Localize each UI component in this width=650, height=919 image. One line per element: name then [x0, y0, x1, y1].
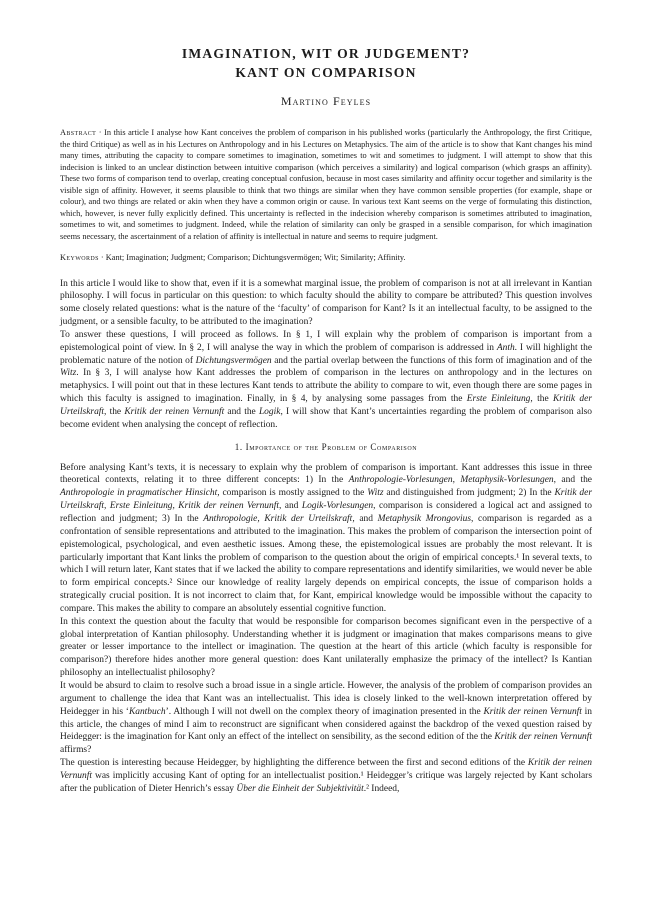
italic-run: Kantbuch	[128, 706, 166, 717]
italic-run: Kritik der reinen Vernunft	[483, 706, 582, 717]
text-run: , and the	[553, 475, 592, 486]
author-name: Martino Feyles	[280, 94, 372, 108]
article-body	[60, 278, 592, 796]
keywords-text: · Kant; Imagination; Judgment; Comparison; Dichtungsvermögen; Wit; Similarity; Affinity.	[98, 253, 406, 262]
italic-run: Erste Einleitung	[466, 394, 531, 405]
italic-run: Dichtungsvermögen	[195, 355, 272, 366]
keywords-label: Keywords	[60, 253, 99, 262]
text-run: , and	[278, 501, 302, 512]
text-run: , comparison is regarded as a confrontation of sensible representations and attributed to the imagination. This makes the problem of comparison the intersection point of epistemological, psychological, and even aesthetic issues. Among these, the epistemological issues are probably the most relevant. It is particularly important that Kant links the problem of comparison to the question about the origin of empirical concepts.¹ In several texts, to which I will return later, Kant states that if we lacked the ability to compare representations and identify similarities, we would never be able to form empirical concepts.² Since our knowledge of reality largely depends on empirical concepts, the issue of comparison holds a strategically crucial position. It is not incorrect to claim that, for Kant, empirical knowledge would be impossible without the capacity to compare. This makes the ability to compare an absolutely essential cognitive function.	[60, 514, 592, 614]
intro-paragraph-1: In this article I would like to show that, even if it is a somewhat marginal issue, the problem of comparison is not at all irrelevant in Kantian philosophy. I will focus in particular on this question: to which faculty should the ability to compare be attributed? This question involves some closely related questions: what is the nature of the ‘faculty’ of comparison for Kant? Is it an intellectual faculty, to be assigned to the judgment, or a sensible faculty, to be attributed to the imagination?	[60, 278, 592, 328]
text-run: . I will highlight the problematic nature of the notion of	[60, 342, 593, 366]
italic-run: Kritik der Urteilskraft	[60, 394, 592, 417]
italic-run: Anthropologie in pragmatischer Hinsicht	[60, 488, 218, 499]
abstract	[60, 127, 592, 242]
section1-paragraph-4	[60, 757, 592, 796]
italic-run: Über die Einheit der Subjektivität	[236, 783, 364, 794]
abstract-text: · In this article I analyse how Kant conceives the problem of comparison in his published works (particularly the Anthropology, the first Critique, the third Critique) as well as in his Lectures on Anthropology and in his Lectures on Metaphysics. The aim of the article is to show that Kant changes his mind many times, attributing the capacity to compare sometimes to imagination, sometimes to wit and sometimes to judgment. I will attempt to show that this indecision is linked to an unclear distinction between intuitive comparison (which perceives a similarity) and logical comparison (which grasps an affinity). These two forms of comparison tend to overlap, creating conceptual confusion, because in most cases similarity and affinity occur together and similarity is the visible sign of affinity. However, it seems plausible to think that two things are similar when they have common sensible properties (for example, shape or colour), and two things are related or akin when they have a common origin or cause. In various text Kant seems on the verge of formulating this distinction, which, however, is never fully explicitly defined. This uncertainty is reflected in the indecision whereby comparison is sometimes attributed to imagination, sometimes to wit, and sometimes to judgment. Indeed, while the relation of similarity can only be grasped in a sensible comparison, for which imagination seems necessary, the ascertainment of a relation of affinity is intellectual in nature and seems to require judgment.	[60, 128, 592, 241]
text-run: , comparison is mostly assigned to the	[217, 488, 368, 499]
text-run: To answer these questions, I will proceed as follows. In § 1, I will explain why the problem of comparison is important from a epistemological point of view. In § 2, I will analyse the way in which the problem of comparison is addressed in	[60, 329, 592, 353]
text-run: and the	[224, 406, 259, 417]
section-number: 1.	[234, 441, 243, 452]
text-run: , the	[530, 394, 554, 405]
text-run: and distinguished from judgment; 2) In the	[383, 488, 555, 499]
text-run: in this article, the changes of mind I aim to reconstruct are significant when considered against the backdrop of the vexed question raised by Heidegger: is the imagination for Kant only an effect of the intellect on sensibility, as the second edition of the the	[60, 706, 592, 743]
article-title	[60, 44, 592, 82]
italic-run: Anth	[496, 342, 515, 353]
text-run: and the partial overlap between the functions of this form of imagination and of the	[271, 355, 592, 366]
text-run: The question is interesting because Heidegger, by highlighting the difference between the first and second editions of the	[60, 758, 528, 769]
italic-run: Anthropologie-Vorlesungen, Metaphysik-Vorlesungen	[348, 475, 554, 486]
text-run: affirms?	[60, 745, 92, 756]
text-run: . In § 3, I will analyse how Kant addresses the problem of comparison in the lectures on anthropology and in the lectures on metaphysics. I will point out that in these lectures Kant tends to attribute the ability to compare to wit, even though there are some pages in which this faculty is assigned to imagination. Finally, in § 4, by analysing some passages from the	[60, 368, 592, 405]
italic-run: Kritik der reinen Vernunft	[494, 732, 592, 743]
text-run: was implicitly accusing Kant of opting for an intellectualist position.¹ Heidegger’s critique was largely rejected by Kant scholars after the publication of Dieter Henrich’s essay	[60, 770, 592, 794]
italic-run: Kritik der reinen Vernunft	[60, 758, 592, 781]
section-title: Importance of the Problem of Comparison	[245, 441, 418, 452]
italic-run: Anthropologie, Kritik der Urteilskraft	[203, 514, 353, 524]
text-run: ’. Although I will not dwell on the complex theory of imagination presented in the	[165, 706, 484, 717]
text-run: .² Indeed,	[363, 783, 400, 794]
text-run: , comparison is considered a logical act and assigned to reflection and judgment; 3) In the	[60, 501, 592, 524]
section1-paragraph-2: In this context the question about the faculty that would be responsible for comparison becomes significant even in the perspective of a global interpretation of Kantian philosophy. Understanding whether it is judgment or imagination that makes comparisons means to give greater or lesser importance to the intellect or imagination. The question at the heart of this article (which faculty is responsible for comparison?) therefore hides another more general question: does Kant unilaterally emphasize the primacy of the intellect? Is Kantian philosophy an intellectualist philosophy?	[60, 616, 592, 679]
italic-run: Metaphysik Mrongovius	[377, 514, 472, 524]
section1-paragraph-1	[60, 462, 592, 616]
text-run: It would be absurd to claim to resolve such a broad issue in a single article. However, the analysis of the problem of comparison provides an argument to challenge the idea that Kant was an intellectualist. This idea is closely linked to the well-known interpretation offered by Heidegger in his ‘	[60, 680, 592, 717]
keywords	[60, 252, 592, 264]
intro-paragraph-2	[60, 329, 592, 432]
italic-run: Logik-Vorlesungen	[301, 501, 374, 512]
section-heading	[60, 442, 592, 452]
italic-run: Kritik der reinen Vernunft	[124, 406, 225, 417]
text-run: Before analysing Kant’s texts, it is necessary to explain why the problem of comparison is important. Kant addresses this issue in three theoretical contexts, relating it to three different concepts: 1) In the	[60, 462, 592, 486]
section1-paragraph-3	[60, 680, 592, 757]
italic-run: Logik	[258, 406, 281, 417]
abstract-label: Abstract	[60, 128, 97, 137]
text-run: , the	[104, 406, 125, 417]
text-run: , I will show that Kant’s uncertainties regarding the problem of comparison also become evident when analysing the concept of reflection.	[60, 406, 593, 430]
title-line-2: KANT ON COMPARISON	[235, 65, 417, 80]
italic-run: Witz	[60, 368, 77, 379]
italic-run: Kritik der Urteilskraft, Erste Einleitung, Kritik der reinen Vernunft	[60, 488, 592, 512]
text-run: , and	[352, 514, 378, 524]
title-line-1: IMAGINATION, WIT OR JUDGEMENT?	[181, 46, 471, 61]
italic-run: Witz	[367, 488, 384, 499]
